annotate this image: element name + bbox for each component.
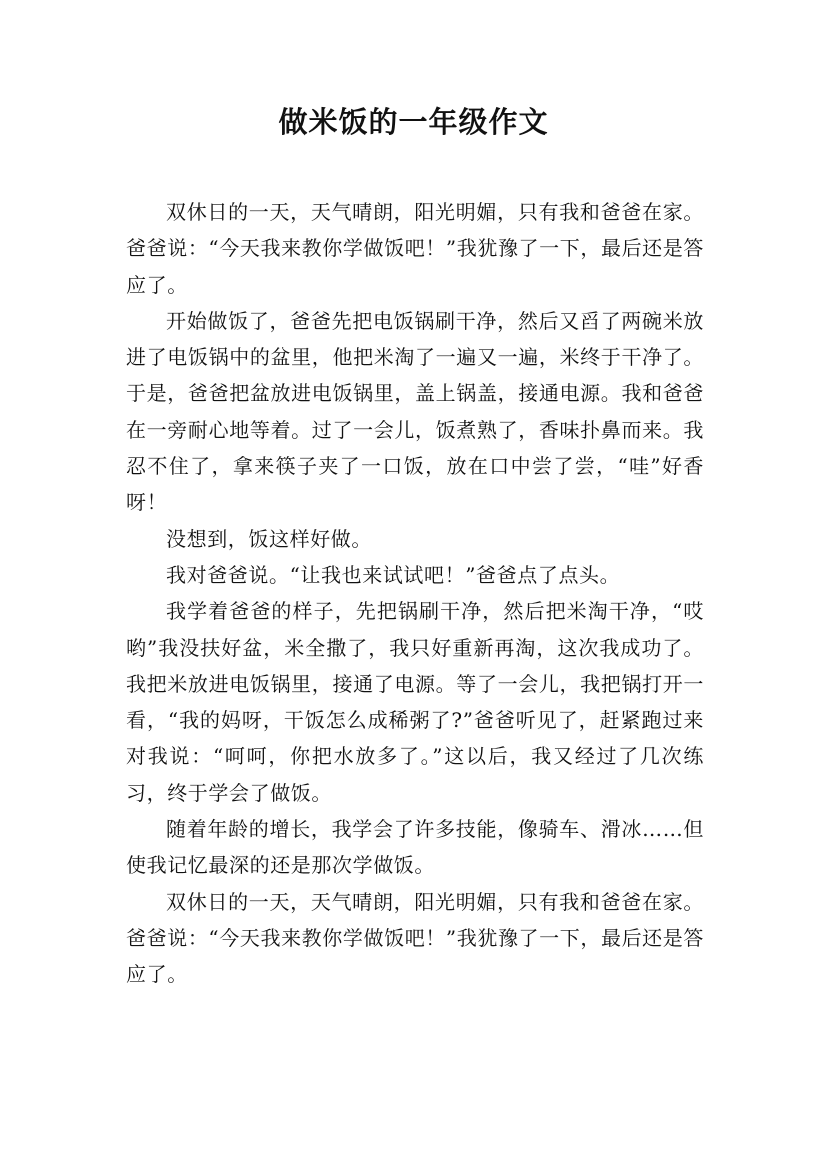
paragraph-3: 没想到，饭这样好做。 xyxy=(166,526,372,551)
document-body xyxy=(126,194,704,993)
paragraph-6: 随着年龄的增长，我学会了许多技能，像骑车、滑冰……但使我记忆最深的还是那次学做饭。 xyxy=(126,817,704,878)
paragraph-4: 我对爸爸说。“让我也来试试吧！”爸爸点了点头。 xyxy=(166,562,621,587)
paragraph-1: 双休日的一天，天气晴朗，阳光明媚，只有我和爸爸在家。爸爸说：“今天我来教你学做饭吧！”我犹豫了一下，最后还是答应了。 xyxy=(126,200,704,297)
document-title: 做米饭的一年级作文 xyxy=(278,105,549,139)
paragraph-2: 开始做饭了，爸爸先把电饭锅刷干净，然后又舀了两碗米放进了电饭锅中的盆里，他把米淘了一遍又一遍，米终于干净了。于是，爸爸把盆放进电饭锅里，盖上锅盖，接通电源。我和爸爸在一旁耐心地等着。过了一会儿，饭煮熟了，香味扑鼻而来。我忍不住了，拿来筷子夹了一口饭，放在口中尝了尝，“哇”好香呀！ xyxy=(126,308,704,515)
paragraph-7: 双休日的一天，天气晴朗，阳光明媚，只有我和爸爸在家。爸爸说：“今天我来教你学做饭吧！”我犹豫了一下，最后还是答应了。 xyxy=(126,889,704,987)
paragraph-5: 我学着爸爸的样子，先把锅刷干净，然后把米淘干净，“哎哟”我没扶好盆，米全撒了，我只好重新再淘，这次我成功了。我把米放进电饭锅里，接通了电源。等了一会儿，我把锅打开一看，“我的妈呀，干饭怎么成稀粥了?”爸爸听见了，赶紧跑过来对我说：“呵呵，你把水放多了。”这以后，我又经过了几次练习，终于学会了做饭。 xyxy=(126,599,704,805)
